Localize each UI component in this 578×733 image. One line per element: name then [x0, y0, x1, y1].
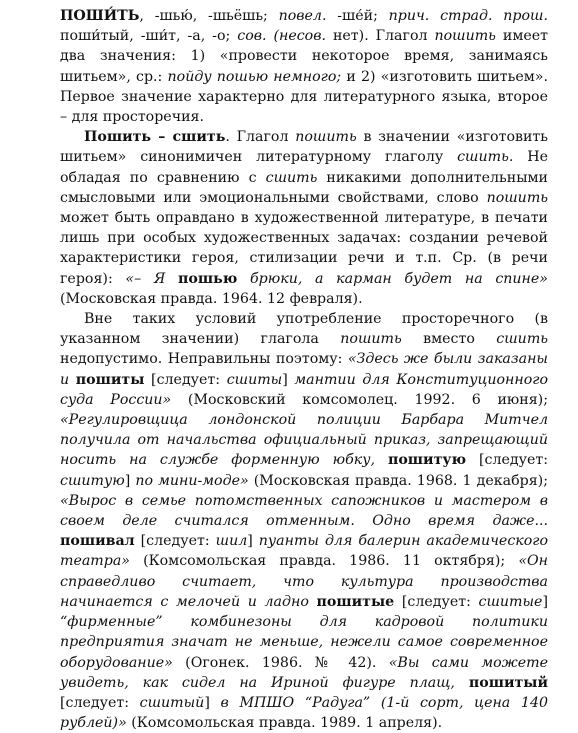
text-run: вместо [401, 331, 497, 348]
highlighted-word: пошитый [468, 674, 548, 691]
highlighted-word: пошитые [316, 593, 395, 610]
citation-source: (Комсомольская правда. 1989. 1 апреля). [126, 715, 443, 732]
correction-word: сшиты [226, 371, 283, 388]
word-mention: пошить [486, 189, 548, 206]
text-run: ] [247, 533, 259, 550]
text-run: в значении «изготовить шитьем» синонимичен литературному глаголу [60, 129, 548, 166]
text-run: [следует: [144, 371, 227, 388]
quote-text: «– Я [125, 270, 179, 287]
grammar-label: сов. (несов. [237, 28, 326, 45]
citation-source: (Московский комсомолец. 1992. 6 июня); [171, 391, 548, 408]
quote-text: в МПШО “Радуга” (1-й сорт, цена 140 рублей)» [60, 694, 548, 732]
text-run: ] [542, 593, 548, 610]
synonym-paragraph [60, 127, 548, 309]
quote-text: «Здесь же были заказаны и [60, 351, 548, 388]
text-run: [следует: [134, 533, 216, 550]
highlighted-word: пошитую [387, 452, 466, 469]
text-run: [следует: [60, 694, 140, 711]
citation-source: (Огонек. 1986. № 42). [172, 654, 389, 671]
text-run: и 2) «изготовить шитьем». Первое значение характерно для литературного языка, второе – для просторечия. [60, 68, 548, 126]
correction-word: шил [215, 533, 248, 550]
example-text: пойду пошью немного; [167, 68, 342, 85]
quote-text: брюки, а карман будет на спине» [237, 270, 548, 287]
text-run: никакими дополнительными смысловыми или эмоциональными свойствами, слово [60, 169, 548, 206]
quote-text: «Он справедливо считает, что культура производства начинается с мелочей и ладно [60, 553, 548, 610]
text-run: , -шью́, -шьёшь; [139, 8, 279, 24]
text-run: . Не обладая по сравнению с [60, 149, 548, 186]
synonym-heading: Пошить – сшить [84, 129, 226, 146]
quote-text: «Вырос в семье потомственных сапожников и мастером в своем деле считался отменным. Одно время даже... [60, 492, 548, 530]
quote-text: по мини-моде» [135, 472, 249, 489]
text-run: Вне таких условий употребление просторечного (в указанном значении) глагола [60, 311, 548, 348]
text-run: может быть оправдано в художественной литературе, в печати лишь при особых художественных задачах: создании речевой характеристики героя, стилизации речи и т.п. Ср. (в речи героя): [60, 210, 548, 287]
highlighted-word: пошью [178, 270, 238, 287]
word-mention: пошить [295, 129, 357, 146]
correction-word: сшитую [60, 472, 125, 489]
text-run: -ше́й; [326, 8, 389, 24]
text-run: ] [204, 694, 221, 711]
word-mention: сшить [265, 169, 318, 186]
text-run: . Глагол [225, 129, 296, 146]
usage-paragraph [60, 309, 548, 733]
highlighted-word: пошиты [75, 371, 145, 388]
citation-source: (Московская правда. 1964. 12 февраля). [60, 290, 363, 307]
word-mention: пошить [340, 331, 402, 348]
word-mention: сшить [496, 331, 548, 348]
text-run: недопустимо. Неправильны поэтому: [60, 351, 348, 368]
text-run: [следует: [466, 452, 548, 469]
word-mention: сшить [457, 149, 509, 166]
text-run: имеет два значения: 1) «провести некоторое время, занимаясь шитьем», ср.: [60, 28, 548, 85]
quote-text: пуанты для балерин академического театра» [60, 533, 548, 570]
quote-text: «Регулировщица лондонской полиции Барбара Митчел получила от начальства официальный приказ, запрещающий носить на службе форменную юбку, [60, 412, 548, 469]
correction-word: сшитый [139, 694, 205, 711]
grammar-label: прич. страд. прош. [388, 8, 548, 24]
quote-text: мантии для Конституционного суда России» [60, 371, 548, 408]
quote-text: “фирменные” комбинезоны для кадровой политики предприятия значат не меньше, нежели самое современное оборудование» [60, 614, 548, 671]
text-run: ] [124, 472, 136, 489]
correction-word: сшитые [478, 593, 543, 610]
citation-source: (Комсомольская правда. 1986. 11 октября); [129, 553, 519, 570]
grammar-label: повел. [278, 8, 327, 24]
entry-definition-paragraph [60, 6, 548, 127]
text-run: поши́тый, -ши́т, -а, -о; [60, 28, 238, 45]
word-mention: пошить [434, 28, 496, 45]
citation-source: (Московская правда. 1968. 1 декабря); [248, 472, 548, 489]
quote-text: «Вы сами можете увидеть, как сидел на Ириной фигуре плащ, [60, 654, 548, 691]
entry-headword: ПОШИ́ТЬ [60, 8, 140, 24]
text-run: [следует: [394, 593, 479, 610]
text-run: нет). Глагол [326, 28, 435, 45]
highlighted-word: пошивал [60, 533, 135, 550]
text-run: ] [282, 371, 295, 388]
